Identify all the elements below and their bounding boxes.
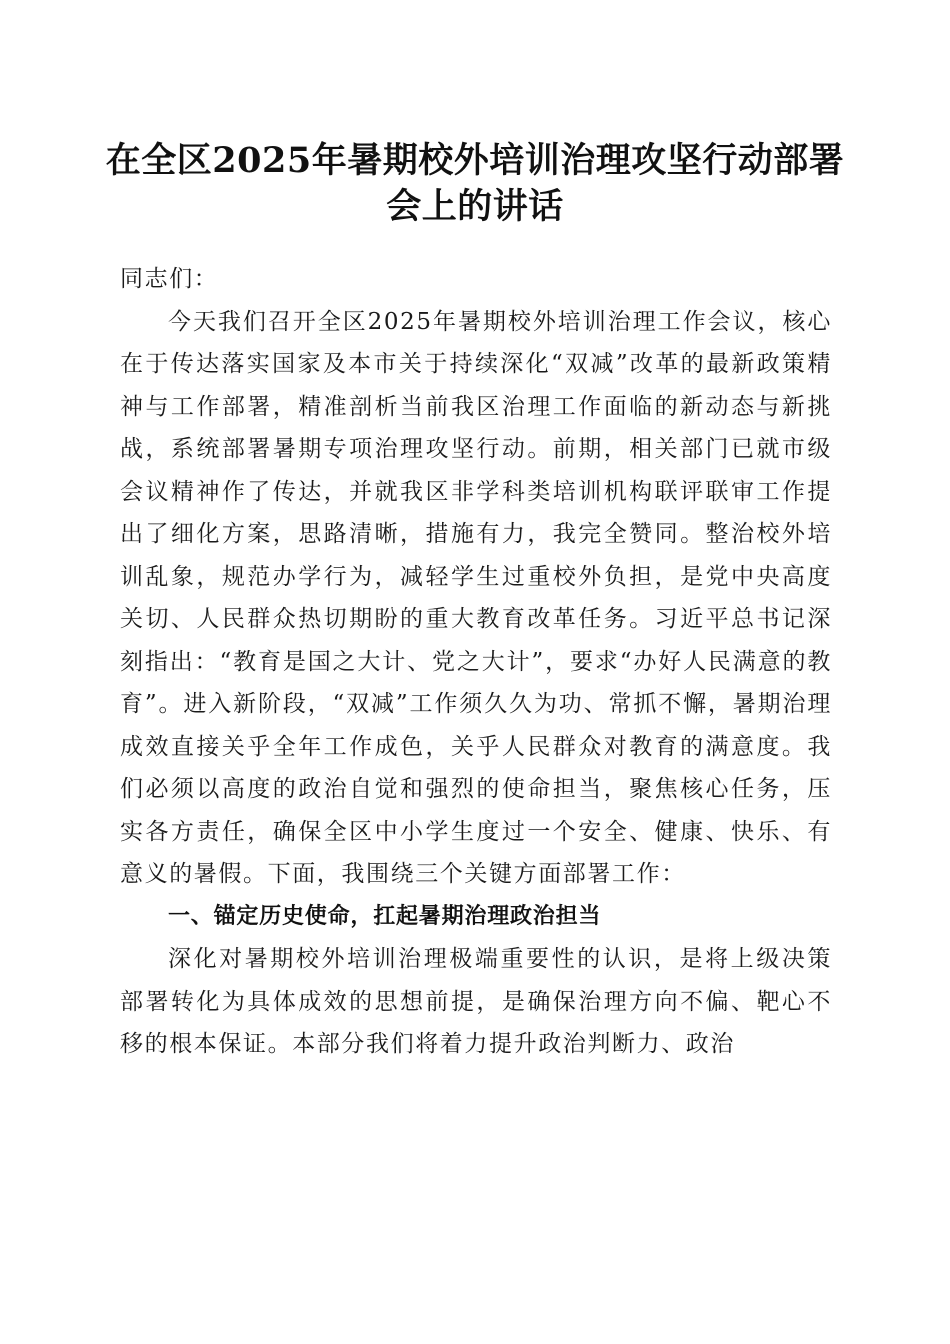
section-heading-1: 一、锚定历史使命，扛起暑期治理政治担当 (168, 903, 602, 929)
document-body (120, 258, 832, 1066)
section-1-paragraph: 深化对暑期校外培训治理极端重要性的认识，是将上级决策部署转化为具体成效的思想前提，是确保治理方向不偏、靶心不移的根本保证。本部分我们将着力提升政治判断力、政治 (120, 946, 832, 1057)
document-title: 在全区2025年暑期校外培训治理攻坚行动部署会上的讲话 (105, 140, 845, 227)
salutation: 同志们： (120, 266, 219, 292)
opening-paragraph: 今天我们召开全区2025年暑期校外培训治理工作会议，核心在于传达落实国家及本市关于持续深化“双减”改革的最新政策精神与工作部署，精准剖析当前我区治理工作面临的新动态与新挑战，系统部署暑期专项治理攻坚行动。前期，相关部门已就市级会议精神作了传达，并就我区非学科类培训机构联评联审工作提出了细化方案，思路清晰，措施有力，我完全赞同。整治校外培训乱象，规范办学行为，减轻学生过重校外负担，是党中央高度关切、人民群众热切期盼的重大教育改革任务。习近平总书记深刻指出：“教育是国之大计、党之大计”，要求“办好人民满意的教育”。进入新阶段，“双减”工作须久久为功、常抓不懈，暑期治理成效直接关乎全年工作成色，关乎人民群众对教育的满意度。我们必须以高度的政治自觉和强烈的使命担当，聚焦核心任务，压实各方责任，确保全区中小学生度过一个安全、健康、快乐、有意义的暑假。下面，我围绕三个关键方面部署工作： (120, 308, 832, 887)
